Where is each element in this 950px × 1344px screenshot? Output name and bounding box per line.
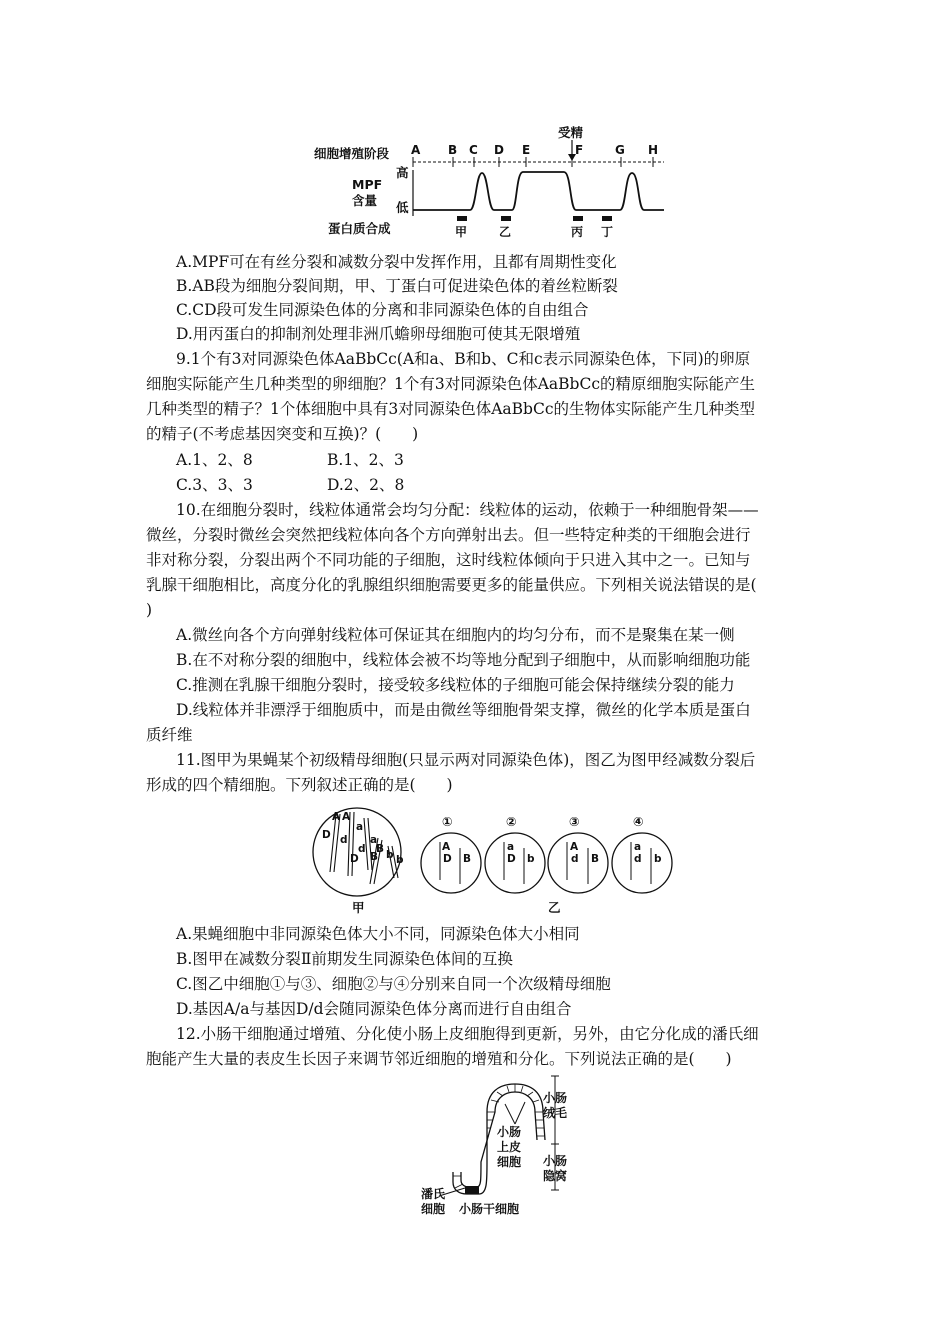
q11-option-c: C.图乙中细胞①与③、细胞②与④分别来自同一个次级精母细胞 bbox=[176, 975, 611, 993]
protein-bar-jia bbox=[457, 216, 467, 221]
q12-figure bbox=[415, 1072, 595, 1222]
villus-label: 小肠 bbox=[543, 1091, 568, 1105]
crypt-label: 隐窝 bbox=[543, 1169, 568, 1183]
gene-label: d bbox=[571, 853, 579, 865]
sperm-cell-4 bbox=[612, 814, 672, 893]
q12-stem-line: 12.小肠干细胞通过增殖、分化使小肠上皮细胞得到更新，另外，由它分化成的潘氏细 bbox=[176, 1025, 759, 1043]
gene-label: a bbox=[634, 841, 642, 853]
q11-figure bbox=[310, 800, 680, 920]
stage-letter-b: B bbox=[448, 143, 458, 157]
q9-stem-line: 细胞实际能产生几种类型的卵细胞？1个有3对同源染色体AaBbCc的精原细胞实际能产生 bbox=[146, 375, 756, 393]
protein-bar-ding bbox=[602, 216, 612, 221]
q9-stem-line: 的精子(不考虑基因突变和互换)？( ) bbox=[146, 425, 419, 443]
villus-label: 绒毛 bbox=[543, 1106, 568, 1120]
mpf-label: MPF bbox=[352, 177, 383, 192]
stage-ruler bbox=[413, 157, 664, 167]
stem-cell-label: 小肠干细胞 bbox=[459, 1202, 520, 1216]
q9-stem-line: 几种类型的精子？1个体细胞中具有3对同源染色体AaBbCc的生物体实际能产生几种类型 bbox=[146, 400, 756, 418]
villus-wall-outer bbox=[453, 1084, 545, 1194]
stage-letter-g: G bbox=[615, 143, 625, 157]
cell-number: ③ bbox=[569, 814, 580, 829]
gene-label: d bbox=[340, 834, 348, 846]
epithelial-label: 细胞 bbox=[497, 1155, 522, 1169]
epithelial-label: 小肠 bbox=[497, 1125, 522, 1139]
protein-ding: 丁 bbox=[601, 225, 614, 239]
q9-option-b: B.1、2、3 bbox=[327, 451, 404, 469]
q8-option-d: D.用丙蛋白的抑制剂处理非洲爪蟾卵母细胞可使其无限增殖 bbox=[176, 325, 581, 343]
gene-label: B bbox=[376, 843, 385, 855]
q10-option-a: A.微丝向各个方向弹射线粒体可保证其在细胞内的均匀分布，而不是聚集在某一侧 bbox=[176, 626, 735, 644]
gene-label: d bbox=[634, 853, 642, 865]
q11-stem-line: 11.图甲为果蝇某个初级精母细胞(只显示两对同源染色体)，图乙为图甲经减数分裂后 bbox=[176, 751, 756, 769]
sperm-cell-2 bbox=[485, 814, 545, 893]
gene-label: a bbox=[507, 841, 515, 853]
gene-label: A bbox=[442, 841, 451, 853]
stage-letter-h: H bbox=[648, 143, 659, 157]
q9-option-d: D.2、2、8 bbox=[327, 476, 405, 494]
figure-label-jia: 甲 bbox=[352, 900, 365, 915]
gene-label: b bbox=[654, 853, 662, 865]
cell-number: ① bbox=[442, 814, 453, 829]
q11-stem-line: 形成的四个精细胞。下列叙述正确的是( ) bbox=[146, 776, 453, 794]
protein-bar-bing bbox=[573, 216, 583, 221]
q10-option-c: C.推测在乳腺干细胞分裂时，接受较多线粒体的子细胞可能会保持继续分裂的能力 bbox=[176, 676, 735, 694]
q9-option-a: A.1、2、8 bbox=[176, 451, 253, 469]
q11-option-b: B.图甲在减数分裂Ⅱ前期发生同源染色体间的互换 bbox=[176, 950, 513, 968]
q10-option-b: B.在不对称分裂的细胞中，线粒体会被不均等地分配到子细胞中，从而影响细胞功能 bbox=[176, 651, 751, 669]
stage-letter-d: D bbox=[494, 143, 504, 157]
q9-option-c: C.3、3、3 bbox=[176, 476, 253, 494]
q10-stem-line: ) bbox=[146, 601, 153, 619]
protein-jia: 甲 bbox=[455, 225, 468, 239]
gene-label: b bbox=[396, 854, 404, 866]
stage-letter-e: E bbox=[522, 143, 531, 157]
figure-label-yi: 乙 bbox=[548, 900, 561, 915]
q10-stem-line: 乳腺干细胞相比，高度分化的乳腺组织细胞需要更多的能量供应。下列相关说法错误的是( bbox=[146, 576, 757, 594]
stage-letter-a: A bbox=[411, 143, 421, 157]
protein-bar-yi bbox=[501, 216, 511, 221]
gene-label: D bbox=[350, 853, 359, 865]
gene-label: a bbox=[356, 821, 364, 833]
pointer-line bbox=[505, 1104, 515, 1124]
gene-label: b bbox=[527, 853, 535, 865]
q8-option-b: B.AB段为细胞分裂间期，甲、丁蛋白可促进染色体的着丝粒断裂 bbox=[176, 277, 618, 295]
gene-label: D bbox=[507, 853, 516, 865]
q8-option-a: A.MPF可在有丝分裂和减数分裂中发挥作用，且都有周期性变化 bbox=[176, 253, 617, 271]
epithelial-label: 上皮 bbox=[497, 1140, 522, 1154]
q12-stem-line: 胞能产生大量的表皮生长因子来调节邻近细胞的增殖和分化。下列说法正确的是( ) bbox=[146, 1050, 732, 1068]
gene-label: d bbox=[358, 843, 366, 855]
q8-option-c: C.CD段可发生同源染色体的分离和非同源染色体的自由组合 bbox=[176, 301, 589, 319]
q11-option-d: D.基因A/a与基因D/d会随同源染色体分离而进行自由组合 bbox=[176, 1000, 572, 1018]
stem-cell-niche bbox=[465, 1186, 479, 1194]
crypt-label: 小肠 bbox=[543, 1154, 568, 1168]
q10-option-d: D.线粒体并非漂浮于细胞质中，而是由微丝等细胞骨架支撑，微丝的化学本质是蛋白 bbox=[176, 701, 751, 719]
protein-row-label: 蛋白质合成 bbox=[328, 221, 391, 236]
fertilization-label: 受精 bbox=[558, 125, 584, 140]
q10-stem-line: 非对称分裂，分裂出两个不同功能的子细胞，这时线粒体倾向于只进入其中之一。已知与 bbox=[146, 551, 751, 569]
high-label: 高 bbox=[396, 165, 409, 180]
sperm-cell-3 bbox=[548, 814, 608, 893]
q10-stem-line: 10.在细胞分裂时，线粒体通常会均匀分配：线粒体的运动，依赖于一种细胞骨架—— bbox=[176, 501, 759, 519]
gene-label: A bbox=[332, 811, 341, 823]
low-label: 低 bbox=[396, 200, 409, 215]
cell-number: ② bbox=[506, 814, 517, 829]
gene-label: D bbox=[443, 853, 452, 865]
cell-number: ④ bbox=[633, 814, 644, 829]
gene-label: B bbox=[370, 851, 379, 863]
mpf-figure bbox=[310, 120, 680, 245]
pointer-line bbox=[515, 1102, 525, 1124]
q9-stem-line: 9.1个有3对同源染色体AaBbCc(A和a、B和b、C和c表示同源染色体，下同)的卵原 bbox=[176, 350, 751, 368]
stage-letter-f: F bbox=[575, 143, 584, 157]
q10-option-d-cont: 质纤维 bbox=[146, 726, 193, 744]
mpf-content-label: 含量 bbox=[352, 193, 378, 208]
stage-row-label: 细胞增殖阶段 bbox=[314, 146, 390, 161]
gene-label: D bbox=[322, 829, 331, 841]
q11-option-a: A.果蝇细胞中非同源染色体大小不同，同源染色体大小相同 bbox=[176, 925, 580, 943]
sperm-cell-1 bbox=[421, 814, 481, 893]
gene-label: b bbox=[386, 849, 394, 861]
gene-label: A bbox=[570, 841, 579, 853]
protein-yi: 乙 bbox=[499, 225, 512, 239]
gene-label: a bbox=[370, 834, 378, 846]
protein-bing: 丙 bbox=[571, 225, 584, 239]
paneth-label: 潘氏 bbox=[421, 1187, 446, 1201]
gene-label: B bbox=[591, 853, 600, 865]
gene-label: A bbox=[342, 811, 351, 823]
q10-stem-line: 微丝，分裂时微丝会突然把线粒体向各个方向弹射出去。但一些特定种类的干细胞会进行 bbox=[146, 526, 751, 544]
gene-label: B bbox=[463, 853, 472, 865]
stage-letter-c: C bbox=[469, 143, 478, 157]
paneth-label: 细胞 bbox=[421, 1202, 446, 1216]
mpf-curve bbox=[413, 172, 664, 210]
